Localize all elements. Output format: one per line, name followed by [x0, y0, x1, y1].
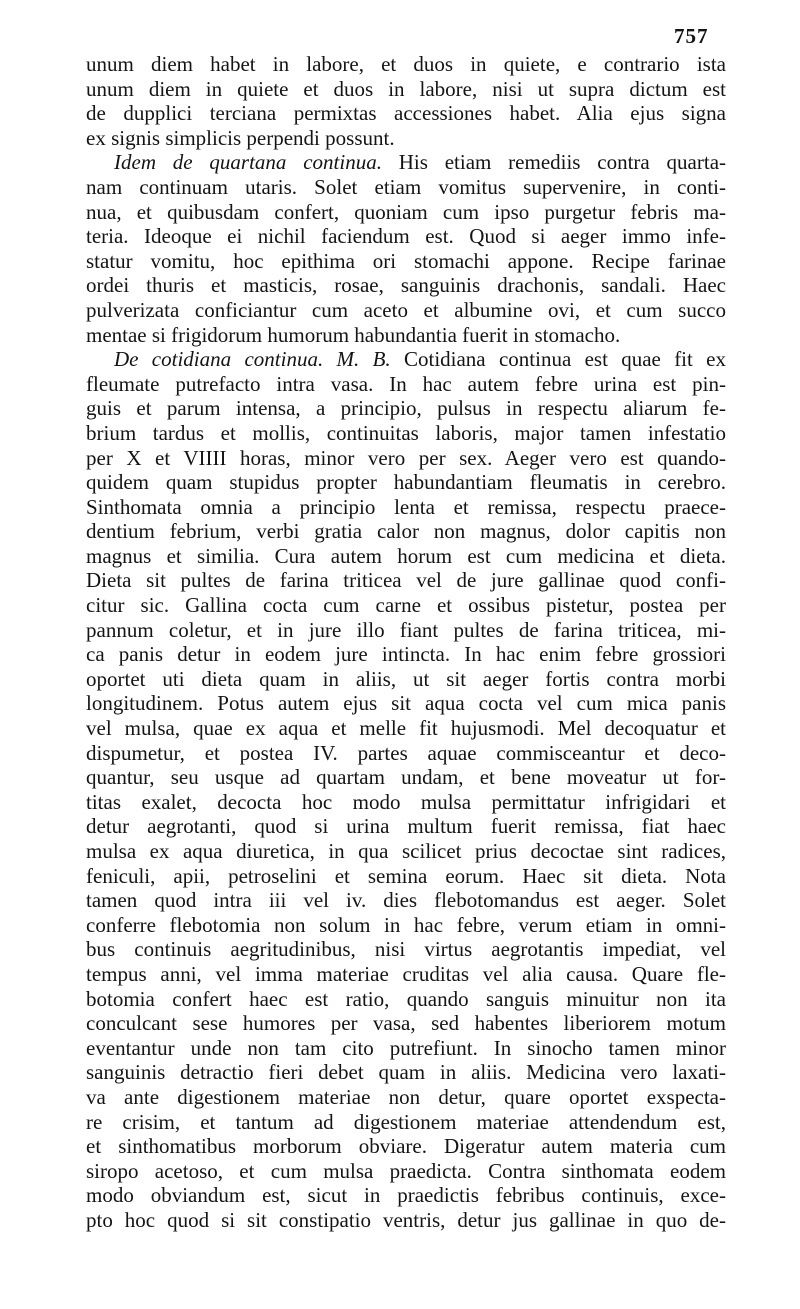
line-text: botomia confert haec est ratio, quando sanguis minuitur non ita — [86, 986, 726, 1011]
line-text: dispumetur, et postea IV. partes aquae commisceantur et deco- — [86, 740, 726, 765]
line-text: modo obviandum est, sicut in praedictis febribus continuis, exce- — [86, 1183, 726, 1208]
text-line — [86, 1208, 726, 1233]
line-text: fleumate putrefacto intra vasa. In hac autem febre urina est pin- — [86, 371, 726, 396]
line-text: citur sic. Gallina cocta cum carne et ossibus pistetur, postea per — [86, 593, 726, 618]
line-text: ca panis detur in eodem jure intincta. In hac enim febre grossiori — [86, 642, 726, 667]
text-line — [86, 864, 726, 889]
line-text: re crisim, et tantum ad digestionem materiae attendendum est, — [86, 1109, 726, 1134]
line-text: et sinthomatibus morborum obviare. Digeratur autem materia cum — [86, 1134, 726, 1159]
line-text: Cotidiana continua est quae fit ex — [390, 347, 726, 372]
line-text: oportet uti dieta quam in aliis, ut sit aeger fortis contra morbi — [86, 666, 726, 691]
line-text: magnus et similia. Cura autem horum est cum medicina et dieta. — [86, 543, 726, 568]
text-line — [86, 765, 726, 790]
text-line — [86, 470, 726, 495]
line-text: pto hoc quod si sit constipatio ventris, detur jus gallinae in quo de- — [86, 1207, 726, 1232]
line-text: nam continuam utaris. Solet etiam vomitus supervenire, in conti- — [86, 174, 726, 199]
line-text: mulsa ex aqua diuretica, in qua scilicet prius decoctae sint radices, — [86, 839, 726, 863]
line-text: mentae si frigidorum humorum habundantia fuerit in stomacho. — [86, 322, 621, 347]
text-line — [86, 495, 726, 520]
text-line — [86, 962, 726, 987]
line-text: quantur, seu usque ad quartam undam, et bene moveatur ut for- — [86, 765, 726, 790]
line-text: tempus anni, vel imma materiae cruditas vel alia causa. Quare fle- — [86, 961, 726, 986]
text-line — [86, 446, 726, 471]
line-text: longitudinem. Potus autem ejus sit aqua cocta vel cum mica panis — [86, 691, 726, 716]
text-line — [86, 200, 726, 225]
line-text: eventantur unde non tam cito putrefiunt. In sinocho tamen minor — [86, 1035, 726, 1060]
text-line — [86, 839, 726, 864]
line-text: pulverizata conficiantur cum aceto et albumine ovi, et cum succo — [86, 297, 726, 322]
text-line — [86, 519, 726, 544]
text-line — [86, 298, 726, 323]
line-text: pannum coletur, et in jure illo fiant pultes de farina triticea, mi- — [86, 617, 726, 642]
line-text: Dieta sit pultes de farina triticea vel de jure gallinae quod confi- — [86, 568, 726, 593]
section-heading: Idem de quartana continua. — [114, 150, 382, 175]
text-line — [86, 1085, 726, 1110]
body-text — [86, 52, 726, 1233]
text-line — [86, 1060, 726, 1085]
line-text: tamen quod intra iii vel iv. dies flebotomandus est aeger. Solet — [86, 888, 726, 913]
line-text: vel mulsa, quae ex aqua et melle fit hujusmodi. Mel decoquatur et — [86, 716, 726, 741]
text-line — [86, 347, 726, 372]
text-line — [86, 323, 726, 348]
line-text: dentium febrium, verbi gratia calor non magnus, dolor capitis non — [86, 519, 726, 544]
text-line — [86, 937, 726, 962]
line-text: feniculi, apii, petroselini et semina eorum. Haec sit dieta. Nota — [86, 863, 726, 888]
text-line — [86, 1110, 726, 1135]
text-line — [86, 1011, 726, 1036]
line-text: detur aegrotanti, quod si urina multum fuerit remissa, fiat haec — [86, 814, 726, 839]
line-text: ordei thuris et masticis, rosae, sanguinis drachonis, sandali. Haec — [86, 273, 726, 298]
line-text: conferre flebotomia non solum in hac febre, verum etiam in omni- — [86, 912, 726, 937]
page-number: 757 — [674, 24, 709, 48]
line-text: sanguinis detractio fieri debet quam in aliis. Medicina vero laxati- — [86, 1060, 726, 1085]
text-line — [86, 618, 726, 643]
line-text: His etiam remediis contra quarta- — [381, 150, 727, 175]
text-line — [86, 273, 726, 298]
text-line — [86, 150, 726, 175]
text-line — [86, 249, 726, 274]
line-text: teria. Ideoque ei nichil faciendum est. Quod si aeger immo infe- — [86, 224, 726, 249]
line-text: quidem quam stupidus propter habundantiam fleumatis in cerebro. — [86, 470, 726, 495]
line-text: titas exalet, decocta hoc modo mulsa permittatur infrigidari et — [86, 789, 726, 814]
text-line — [86, 372, 726, 397]
line-text: Sinthomata omnia a principio lenta et remissa, respectu praece- — [86, 494, 726, 519]
text-line — [86, 790, 726, 815]
line-text: ex signis simplicis perpendi possunt. — [86, 125, 395, 150]
text-line — [86, 224, 726, 249]
text-line — [86, 568, 726, 593]
section-heading: De cotidiana continua. M. B. — [114, 347, 391, 372]
text-line — [86, 52, 726, 77]
line-text: statur vomitu, hoc epithima ori stomachi appone. Recipe farinae — [86, 248, 726, 273]
text-line — [86, 987, 726, 1012]
text-line — [86, 101, 726, 126]
text-line — [86, 888, 726, 913]
text-line — [86, 814, 726, 839]
line-text: per X et VIIII horas, minor vero per sex. Aeger vero est quando- — [86, 445, 726, 470]
text-line — [86, 77, 726, 102]
text-line — [86, 716, 726, 741]
text-line — [86, 593, 726, 618]
text-line — [86, 396, 726, 421]
line-text: brium tardus et mollis, continuitas laboris, major tamen infestatio — [86, 420, 726, 445]
line-text: unum diem habet in labore, et duos in quiete, e contrario ista — [86, 52, 726, 76]
text-line — [86, 642, 726, 667]
line-text: guis et parum intensa, a principio, pulsus in respectu aliarum fe- — [86, 396, 726, 421]
text-line — [86, 421, 726, 446]
line-text: va ante digestionem materiae non detur, quare oportet exspecta- — [86, 1084, 726, 1109]
line-text: siropo acetoso, et cum mulsa praedicta. Contra sinthomata eodem — [86, 1158, 726, 1183]
text-line — [86, 741, 726, 766]
line-text: conculcant sese humores per vasa, sed habentes liberiorem motum — [86, 1011, 726, 1036]
text-line — [86, 1183, 726, 1208]
line-text: nua, et quibusdam confert, quoniam cum ipso purgetur febris ma- — [86, 199, 726, 224]
text-line — [86, 1134, 726, 1159]
text-line — [86, 913, 726, 938]
text-line — [86, 544, 726, 569]
text-line — [86, 1036, 726, 1061]
text-line — [86, 691, 726, 716]
line-text: unum diem in quiete et duos in labore, nisi ut supra dictum est — [86, 76, 726, 101]
line-text: de dupplici terciana permixtas accessiones habet. Alia ejus signa — [86, 101, 726, 126]
text-line — [86, 126, 726, 151]
text-line — [86, 175, 726, 200]
text-line — [86, 1159, 726, 1184]
line-text: bus continuis aegritudinibus, nisi virtus aegrotantis impediat, vel — [86, 937, 726, 962]
text-line — [86, 667, 726, 692]
